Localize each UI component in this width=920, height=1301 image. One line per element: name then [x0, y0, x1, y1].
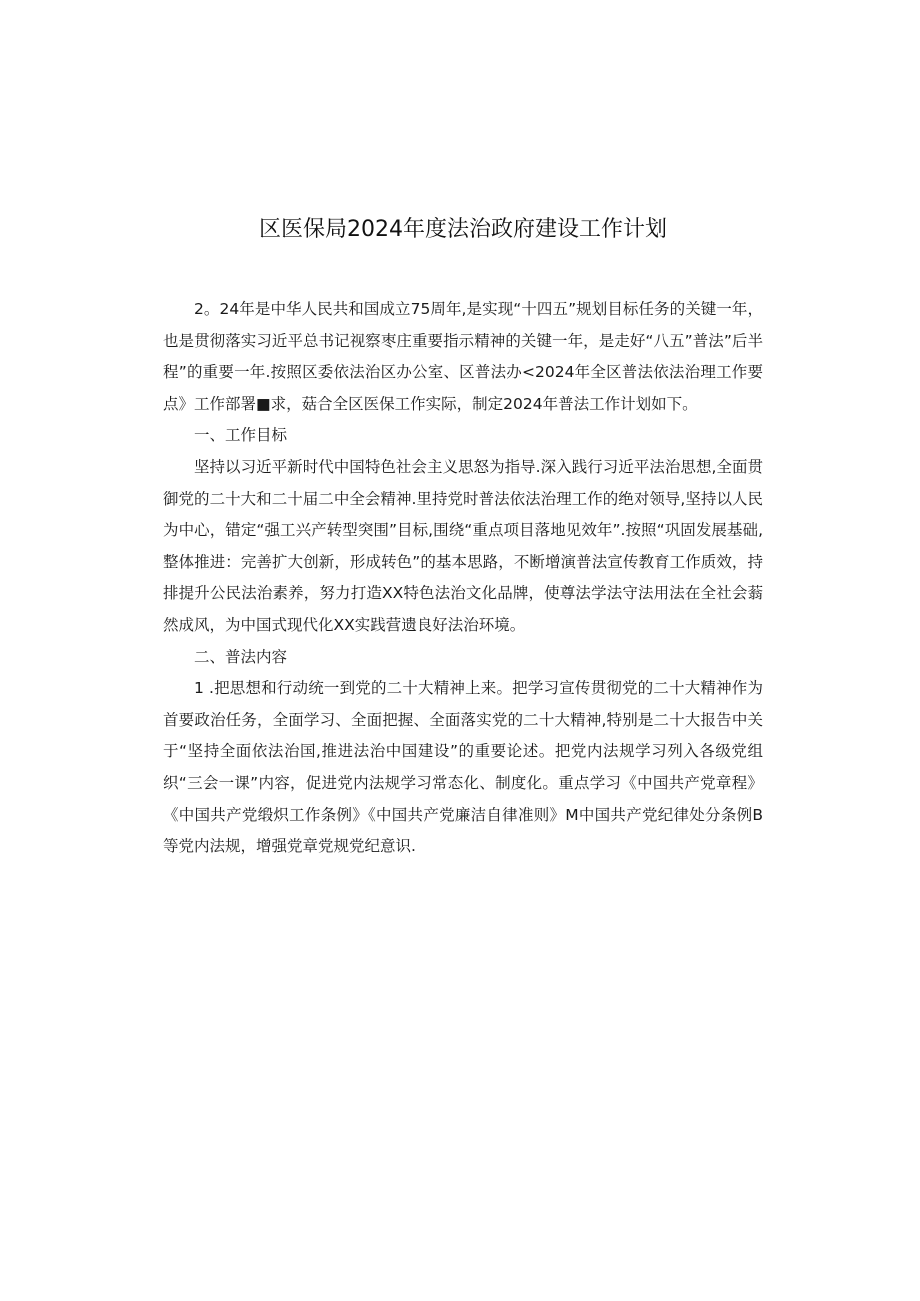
intro-paragraph: 2。24年是中华人民共和国成立75周年,是实现“十四五”规划目标任务的关键一年，也是贯彻落实习近平总书记视察枣庄重要指示精神的关键一年，是走好“八五”普法”后半程”的重要一年.按照区委依法治区办公室、区普法办<2024年全区普法依法治理工作要点》工作部署■求，菇合全区医保工作实际，制定2024年普法工作计划如下。 [163, 300, 763, 413]
section-heading-content: 二、普法内容 [194, 647, 288, 666]
section-heading-goals: 一、工作目标 [194, 426, 288, 445]
document-page [163, 214, 763, 863]
document-title: 区医保局2024年度法治政府建设工作计划 [259, 217, 667, 242]
section-body-content: 1 .把思想和行动统一到党的二十大精神上来。把学习宣传贯彻党的二十大精神作为首要政治任务，全面学习、全面把握、全面落实党的二十大精神,特别是二十大报告中关于“坚持全面依法治国,推进法治中国建设”的重要论述。把党内法规学习列入各级党组织“三会一课”内容，促进党内法规学习常态化、制度化。重点学习《中国共产党章程》《中国共产党缎炽工作条例》《中国共产党廉洁自律准则》M中国共产党纪律处分条例B等党内法规，增强党章党规党纪意识. [163, 679, 763, 856]
section-body-goals: 坚持以习近平新时代中国特色社会主义思怒为指导.深入践行习近平法治思想,全面贯御党的二十大和二十届二中全会精神.里持党时普法依法治理工作的绝对领导,坚持以人民为中心，错定“强工兴产转型突围”目标,围绕“重点项目落地见效年”.按照“巩固发展基础,整体推进：完善扩大创新，形成转色”的基本思路，不断增演普法宣传教育工作质效，持排提升公民法治素养，努力打造XX特色法治文化品牌，使尊法学法守法用法在全社会蓊然成风，为中国式现代化XX实践营遗良好法治环境。 [163, 457, 763, 634]
